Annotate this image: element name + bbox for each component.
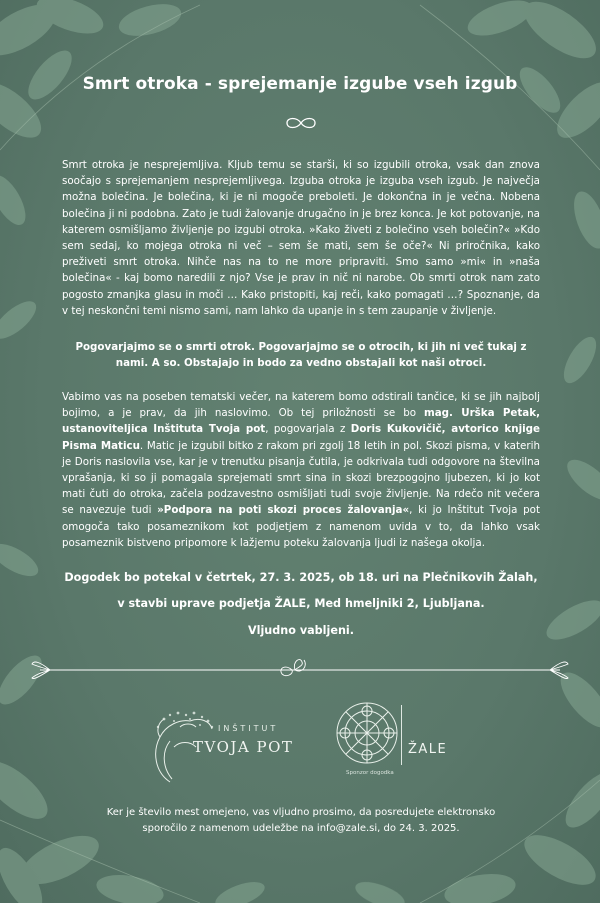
intro-paragraph: Smrt otroka je nesprejemljiva. Kljub temu se starši, ki so izgubili otroka, vsak dan znova soočajo s sprejemanjem nesprejemljivega. Izguba otroka je izguba vseh izgub. Je največja možna bolečina. Je bolečina, ki je ni mogoče preboleti. Je dokončna in je večna. Nobena bolečina ji ni podobna. Zato je tudi žalovanje drugačno in je brez konca. Je kot potovanje, na katerem osmišljamo življenje po izgubi otroka. »Kako živeti z bolečino vseh bolečin?« »Kdo sem sedaj, ko mojega otroka ni več – sem še mati, sem še oče?« Ni priročnika, kako preživeti smrt otroka. Nihče nas na to ne more pripraviti. Smo samo »mi« in »naša bolečina« - kaj bomo naredili z njo? Vse je prav in nič ni narobe. Ob smrti otrok nam zato pogosto zmanjka glasu in moči … Kako pristopiti, kaj reči, kako pomagati …? Spoznanje, da v tej neskončni temi nismo sami, nam lahko da upanje in s tem zaupanje v življenje.: [62, 159, 540, 317]
zale-emblem-logo: [334, 700, 400, 766]
event-datetime: Dogodek bo potekal v četrtek, 27. 3. 2025, ob 18. uri na Plečnikovih Žalah,: [64, 571, 538, 584]
invitation-text-2: , pogovarjala z: [265, 423, 351, 436]
footer-line-2: sporočilo z namenom udeležbe na info@zale.si, do 24. 3. 2025.: [142, 823, 460, 834]
event-welcome: Vljudno vabljeni.: [247, 624, 354, 637]
infinity-icon: [283, 115, 319, 131]
invitation-text-3: . Matic je izgubil bitko z rakom pri zgolj 18 letih in pol. Skozi pisma, v katerih je Doris naslovila vse, kar je v trenutku pisanja čutila, je odkrivala tudi odgovore na številna vprašanja, ki so ji pomagala sprejemati smrt sina in skozi brezpogojno ljubezen, ki jo kot mati čuti do otroka, začela podzavestno osmišljati tudi svoje življenje. Na rdečo nit večera se navezuje tudi: [62, 439, 540, 517]
ornamental-divider: [30, 654, 570, 682]
page-title: Smrt otroka - sprejemanje izgube vseh izgub: [82, 74, 518, 94]
logo-separator: [401, 705, 402, 765]
speaker-doris: Doris Kukovičič, avtorico knjige Pisma Maticu: [62, 423, 540, 452]
invitation-paragraph: [62, 389, 540, 551]
zale-name: ŽALE: [408, 742, 448, 757]
invitation-text-1: Vabimo vas na poseben tematski večer, na katerem bomo odstirali tančice, ki se jih najbolj bojimo, a je prav, da jih naslovimo. Ob tej priložnosti se bo: [62, 391, 540, 420]
institut-label: INŠTITUT: [218, 724, 279, 733]
sponsor-label: Sponzor dogodka: [346, 770, 394, 776]
footer-line-1: Ker je število mest omejeno, vas vljudno prosimo, da posredujete elektronsko: [106, 807, 496, 818]
invitation-text-4: , ki jo Inštitut Tvoja pot omogoča tako posameznikom kot podjetjem z namenom uvida v to, da lahko vsak posameznik bistveno pripomore k lažjemu poteku žalovanja ljudi iz našega okolja.: [62, 504, 541, 549]
event-location: v stavbi uprave podjetja ŽALE, Med hmeljniki 2, Ljubljana.: [117, 597, 485, 610]
tvoja-pot-name: TVOJA POT: [193, 738, 294, 756]
support-program: »Podpora na poti skozi proces žalovanja«: [157, 504, 410, 517]
quote-paragraph: Pogovarjajmo se o smrti otrok. Pogovarjajmo se o otrocih, ki jih ni več tukaj z nami. A so. Obstajajo in bodo za vedno obstajali kot naši otroci.: [75, 341, 527, 370]
speaker-urska: mag. Urška Petak, ustanoviteljica Inštituta Tvoja pot: [62, 407, 541, 436]
